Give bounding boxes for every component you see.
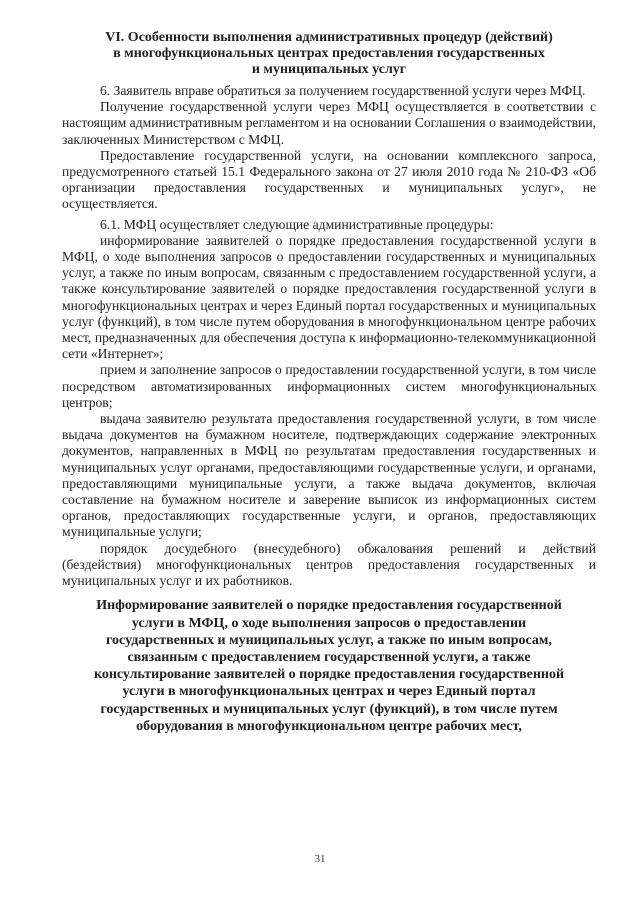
subsection-title-line: услуги в многофункциональных центрах и через Единый портал: [122, 684, 536, 700]
paragraph-procedures-intro: 6.1. МФЦ осуществляет следующие административные процедуры:: [100, 216, 494, 232]
subsection-title-line: Информирование заявителей о порядке предоставления государственной: [96, 598, 562, 614]
section-title-line: и муниципальных услуг: [251, 62, 407, 77]
subsection-title: [62, 597, 596, 735]
page-number: 31: [314, 853, 326, 865]
subsection-title-line: государственных и муниципальных услуг, а также по иным вопросам,: [106, 632, 552, 648]
paragraph-informing: информирование заявителей о порядке предоставления государственной услуги в МФЦ, о ходе выполнения запросов о предоставлении государственных и муниципальных услуг, а также по иным вопросам, связанным с предоставлением государственной услуги, а также консультирование заявителей о порядке предоставления государственной услуги в многофункциональных центрах и через Единый портал государственных и муниципальных услуг (функций), в том числе путем оборудования в многофункциональном центре рабочих мест, предназначенных для обеспечения доступа к информационно-телекоммуникационной сети «Интернет»;: [62, 232, 596, 362]
section-title-line: в многофункциональных центрах предоставления государственных: [113, 46, 545, 61]
paragraph-receipt-via-mfc: Получение государственной услуги через МФЦ осуществляется в соответствии с настоящим административным регламентом и на основании Соглашения о взаимодействии, заключенных Министерством с МФЦ.: [62, 99, 596, 147]
subsection-title-line: оборудования в многофункциональном центре рабочих мест,: [136, 718, 522, 734]
subsection-title-line: услуги в МФЦ, о ходе выполнения запросов о предоставлении: [131, 615, 527, 631]
paragraph-issuance: выдача заявителю результата предоставления государственной услуги, в том числе выдача документов на бумажном носителе, подтверждающих содержание электронных документов, направленных в МФЦ по результатам предоставления государственных и муниципальных услуг органами, предоставляющими государственные услуги, и органами, предоставляющими муниципальные услуги, а также выдача документов, включая составление на бумажном носителе и заверение выписок из информационных систем органов, предоставляющих государственные услуги, и органов, предоставляющих муниципальные услуги;: [62, 411, 596, 540]
subsection-title-line: консультирование заявителей о порядке предоставления государственной: [93, 667, 565, 683]
section-title: [62, 30, 596, 78]
subsection-title-line: связанным с предоставлением государственной услуги, а также: [127, 649, 531, 665]
paragraph-appeal: порядок досудебного (внесудебного) обжалования решений и действий (бездействия) многофункциональных центров предоставления государственных и муниципальных услуг и их работников.: [62, 540, 596, 589]
document-page: [62, 30, 596, 735]
paragraph-reception: прием и заполнение запросов о предоставлении государственной услуги, в том числе посредством автоматизированных информационных систем многофункциональных центров;: [62, 362, 596, 410]
paragraph-applicant-right: 6. Заявитель вправе обратиться за получением государственной услуги через МФЦ.: [100, 83, 586, 98]
section-title-line: VI. Особенности выполнения административных процедур (действий): [105, 30, 553, 45]
subsection-title-line: государственных и муниципальных услуг (функций), в том числе путем: [100, 701, 558, 717]
paragraph-complex-request: Предоставление государственной услуги, на основании комплексного запроса, предусмотренного статьей 15.1 Федерального закона от 27 июля 2010 года № 210-ФЗ «Об организации предоставления государственных и муниципальных услуг», не осуществляется.: [62, 147, 596, 212]
